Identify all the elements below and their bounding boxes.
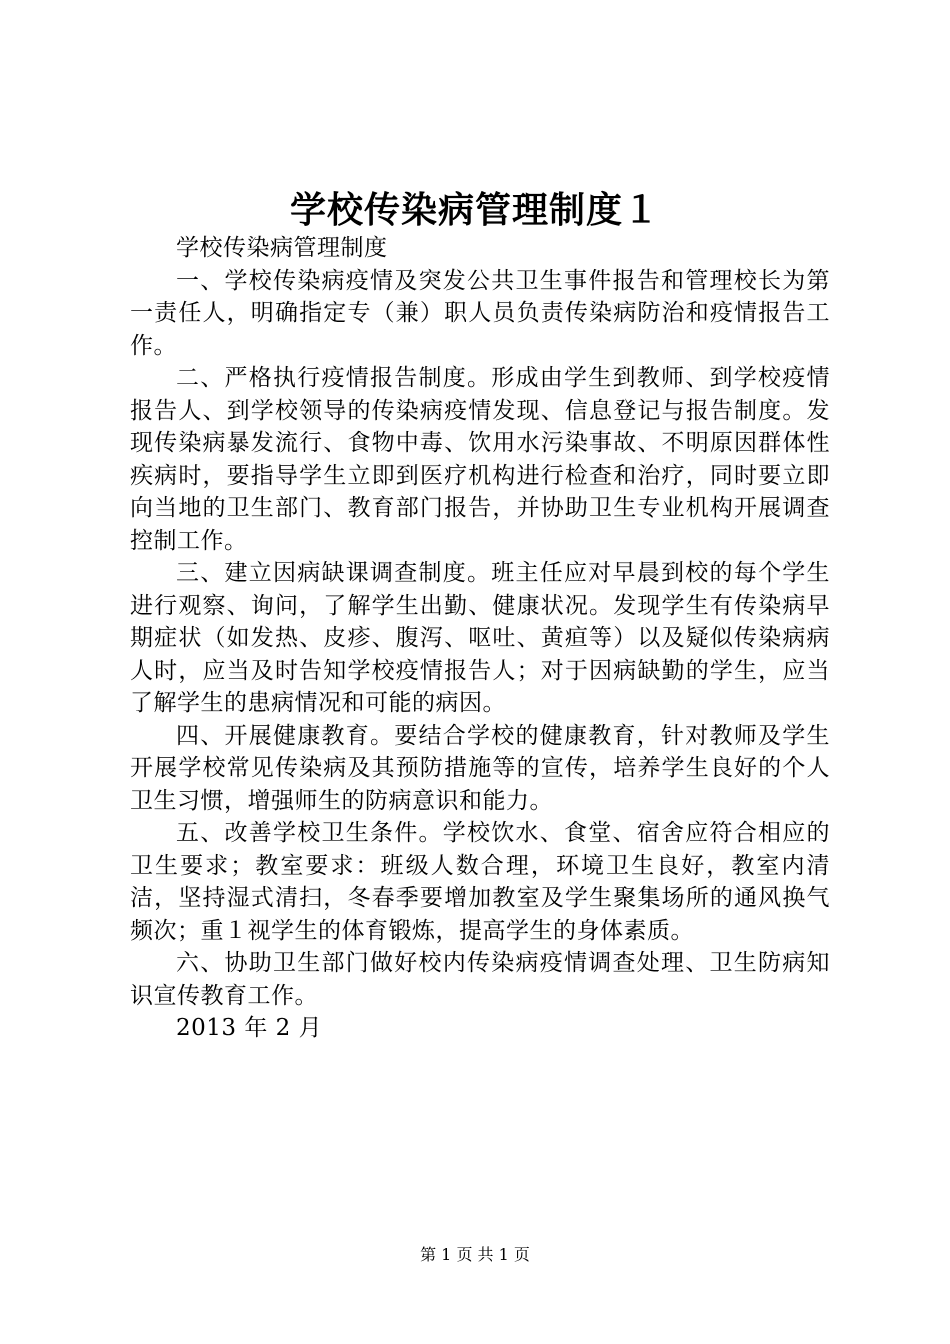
page-footer: 第 1 页 共 1 页 bbox=[420, 1245, 530, 1264]
paragraph-6: 六、协助卫生部门做好校内传染病疫情调查处理、卫生防病知识宣传教育工作。 bbox=[130, 950, 830, 1009]
document-body bbox=[130, 232, 830, 1045]
paragraph-heading: 学校传染病管理制度 bbox=[176, 235, 388, 261]
paragraph-5: 五、改善学校卫生条件。学校饮水、食堂、宿舍应符合相应的卫生要求；教室要求：班级人数合理，环境卫生良好，教室内清洁，坚持湿式清扫，冬春季要增加教室及学生聚集场所的通风换气频次；重１视学生的体育锻炼，提高学生的身体素质。 bbox=[130, 820, 830, 944]
document-title: 学校传染病管理制度１ bbox=[289, 189, 660, 231]
paragraph-1: 一、学校传染病疫情及突发公共卫生事件报告和管理校长为第一责任人，明确指定专（兼）职人员负责传染病防治和疫情报告工作。 bbox=[130, 267, 830, 359]
paragraph-2: 二、严格执行疫情报告制度。形成由学生到教师、到学校疫情报告人、到学校领导的传染病疫情发现、信息登记与报告制度。发现传染病暴发流行、食物中毒、饮用水污染事故、不明原因群体性疾病时，要指导学生立即到医疗机构进行检查和治疗，同时要立即向当地的卫生部门、教育部门报告，并协助卫生专业机构开展调查控制工作。 bbox=[130, 365, 830, 554]
document-date: 2013 年 2 月 bbox=[176, 1015, 323, 1041]
paragraph-3: 三、建立因病缺课调查制度。班主任应对早晨到校的每个学生进行观察、询问，了解学生出勤、健康状况。发现学生有传染病早期症状（如发热、皮疹、腹泻、呕吐、黄疸等）以及疑似传染病病人时，应当及时告知学校疫情报告人；对于因病缺勤的学生，应当了解学生的患病情况和可能的病因。 bbox=[130, 560, 830, 716]
paragraph-4: 四、开展健康教育。要结合学校的健康教育，针对教师及学生开展学校常见传染病及其预防措施等的宣传，培养学生良好的个人卫生习惯，增强师生的防病意识和能力。 bbox=[130, 722, 830, 814]
